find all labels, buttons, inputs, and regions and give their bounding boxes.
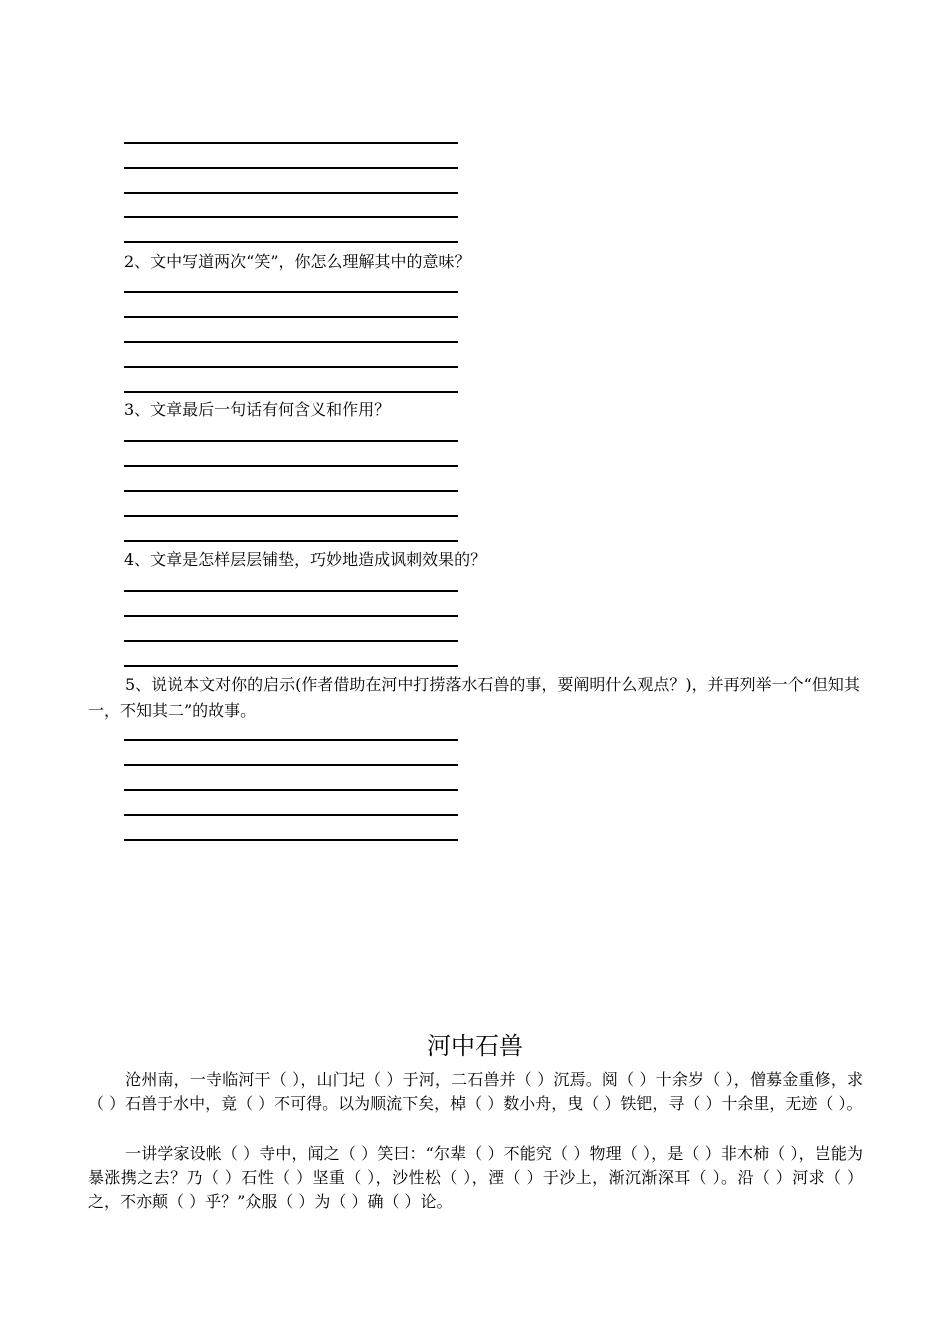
- answer-line: [124, 590, 458, 592]
- question-2: 2、文中写道两次“笑”，你怎么理解其中的意味？: [124, 252, 471, 271]
- passage-paragraph-1: 沧州南，一寺临河干（ ），山门圮（ ）于河，二石兽并（ ）沉焉。阅（ ）十余岁（ ），僧募金重修，求（ ）石兽于水中，竟（ ）不可得。以为顺流下矣，棹（ ）数小舟，曳（ ）铁钯，寻（ ）十余里，无迹（ ）。: [88, 1070, 863, 1113]
- answer-line: [124, 490, 458, 492]
- answer-line: [124, 366, 458, 368]
- answer-line: [124, 167, 458, 169]
- question-5: 5、说说本文对你的启示(作者借助在河中打捞落水石兽的事，要阐明什么观点？)，并再列举一个“但知其一，不知其二”的故事。: [88, 675, 860, 720]
- answer-line: [124, 540, 458, 542]
- answer-line: [124, 440, 458, 442]
- answer-line: [124, 764, 458, 766]
- question-4: 4、文章是怎样层层铺垫，巧妙地造成讽刺效果的？: [124, 550, 487, 569]
- answer-line: [124, 615, 458, 617]
- passage-paragraph-2: 一讲学家设帐（ ）寺中，闻之（ ）笑曰：“尔辈（ ）不能究（ ）物理（ ），是（ ）非木柿（ ），岂能为暴涨携之去？乃（ ）石性（ ）坚重（ ），沙性松（ ），湮（ ）于沙上，渐沉渐深耳（ ）。沿（ ）河求（ ）之，不亦颠（ ）乎？”众服（ ）为（ ）确（ ）论。: [88, 1144, 863, 1211]
- answer-line: [124, 465, 458, 467]
- passage-title: 河中石兽: [427, 1032, 523, 1060]
- answer-line: [124, 789, 458, 791]
- answer-line: [124, 291, 458, 293]
- answer-line: [124, 192, 458, 194]
- answer-line: [124, 665, 458, 667]
- answer-line: [124, 142, 458, 144]
- answer-line: [124, 640, 458, 642]
- answer-line: [124, 515, 458, 517]
- answer-line: [124, 839, 458, 841]
- answer-line: [124, 341, 458, 343]
- answer-line: [124, 216, 458, 218]
- answer-line: [124, 241, 458, 243]
- answer-line: [124, 391, 458, 393]
- answer-line: [124, 814, 458, 816]
- answer-line: [124, 316, 458, 318]
- answer-line: [124, 739, 458, 741]
- question-3: 3、文章最后一句话有何含义和作用？: [124, 400, 391, 419]
